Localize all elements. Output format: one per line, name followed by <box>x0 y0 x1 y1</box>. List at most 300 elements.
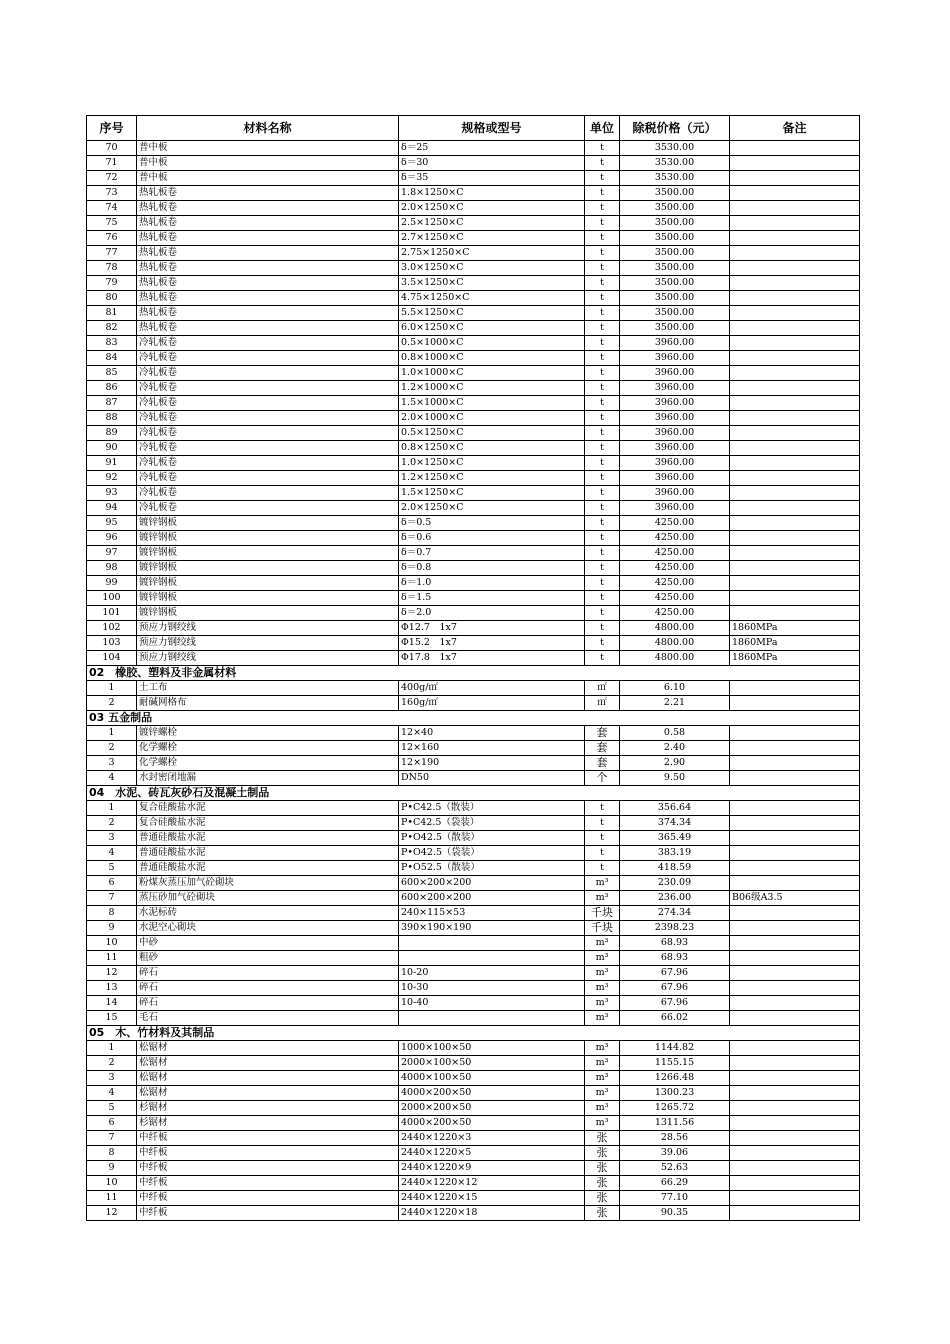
cell-price: 3500.00 <box>620 276 730 291</box>
cell-spec-model: 3.0×1250×C <box>399 261 585 276</box>
cell-row-number: 11 <box>87 951 137 966</box>
cell-material-name: 水封密闭地漏 <box>137 771 399 786</box>
cell-spec-model: 10-20 <box>399 966 585 981</box>
cell-row-number: 2 <box>87 816 137 831</box>
cell-row-number: 13 <box>87 981 137 996</box>
cell-spec-model: 1.2×1000×C <box>399 381 585 396</box>
cell-row-number: 9 <box>87 1161 137 1176</box>
cell-price: 3960.00 <box>620 351 730 366</box>
cell-price: 3960.00 <box>620 396 730 411</box>
cell-note <box>730 906 860 921</box>
cell-unit: m³ <box>585 951 620 966</box>
cell-spec-model <box>399 951 585 966</box>
cell-price: 66.02 <box>620 1011 730 1026</box>
cell-material-name: 中砂 <box>137 936 399 951</box>
cell-note <box>730 771 860 786</box>
section-title: 05 木、竹材料及其制品 <box>87 1026 860 1041</box>
cell-row-number: 15 <box>87 1011 137 1026</box>
cell-row-number: 80 <box>87 291 137 306</box>
cell-material-name: 中纤板 <box>137 1191 399 1206</box>
cell-material-name: 水泥空心砌块 <box>137 921 399 936</box>
cell-spec-model: DN50 <box>399 771 585 786</box>
cell-price: 4250.00 <box>620 591 730 606</box>
table-row <box>87 741 860 756</box>
cell-spec-model: 12×40 <box>399 726 585 741</box>
cell-note <box>730 876 860 891</box>
cell-row-number: 89 <box>87 426 137 441</box>
cell-row-number: 91 <box>87 456 137 471</box>
table-row <box>87 1086 860 1101</box>
cell-spec-model: 600×200×200 <box>399 891 585 906</box>
cell-spec-model: 600×200×200 <box>399 876 585 891</box>
cell-price: 274.34 <box>620 906 730 921</box>
cell-material-name: 冷轧板卷 <box>137 471 399 486</box>
cell-row-number: 75 <box>87 216 137 231</box>
cell-price: 4250.00 <box>620 546 730 561</box>
cell-material-name: 热轧板卷 <box>137 291 399 306</box>
cell-note: 1860MPa <box>730 651 860 666</box>
cell-note <box>730 576 860 591</box>
cell-spec-model <box>399 1011 585 1026</box>
cell-price: 383.19 <box>620 846 730 861</box>
cell-spec-model: δ＝0.7 <box>399 546 585 561</box>
cell-row-number: 4 <box>87 771 137 786</box>
cell-unit: 张 <box>585 1131 620 1146</box>
cell-unit: t <box>585 636 620 651</box>
cell-unit: t <box>585 276 620 291</box>
cell-material-name: 中纤板 <box>137 1161 399 1176</box>
cell-unit: t <box>585 441 620 456</box>
cell-price: 3530.00 <box>620 171 730 186</box>
cell-spec-model: 2440×1220×5 <box>399 1146 585 1161</box>
cell-price: 1144.82 <box>620 1041 730 1056</box>
cell-spec-model: P•O42.5（散装） <box>399 831 585 846</box>
cell-spec-model: 1.0×1000×C <box>399 366 585 381</box>
cell-note <box>730 1011 860 1026</box>
cell-spec-model: Φ12.7 1x7 <box>399 621 585 636</box>
cell-row-number: 1 <box>87 681 137 696</box>
cell-spec-model: 0.5×1000×C <box>399 336 585 351</box>
cell-material-name: 化学螺栓 <box>137 741 399 756</box>
cell-note: B06级A3.5 <box>730 891 860 906</box>
cell-material-name: 碎石 <box>137 981 399 996</box>
cell-spec-model: 2.0×1000×C <box>399 411 585 426</box>
table-row <box>87 606 860 621</box>
cell-note <box>730 1056 860 1071</box>
cell-material-name: 杉锯材 <box>137 1116 399 1131</box>
cell-unit: m³ <box>585 1056 620 1071</box>
cell-price: 4800.00 <box>620 651 730 666</box>
cell-material-name: 松锯材 <box>137 1086 399 1101</box>
cell-note <box>730 606 860 621</box>
cell-spec-model: δ＝0.5 <box>399 516 585 531</box>
cell-price: 67.96 <box>620 966 730 981</box>
cell-note <box>730 546 860 561</box>
cell-spec-model: 2440×1220×9 <box>399 1161 585 1176</box>
table-row <box>87 531 860 546</box>
cell-unit: m³ <box>585 966 620 981</box>
cell-row-number: 14 <box>87 996 137 1011</box>
cell-row-number: 79 <box>87 276 137 291</box>
cell-spec-model: 10-40 <box>399 996 585 1011</box>
table-row <box>87 426 860 441</box>
cell-price: 3960.00 <box>620 411 730 426</box>
table-body <box>87 141 860 1221</box>
cell-price: 1265.72 <box>620 1101 730 1116</box>
cell-price: 3500.00 <box>620 216 730 231</box>
cell-material-name: 镀锌钢板 <box>137 606 399 621</box>
cell-spec-model: 1.0×1250×C <box>399 456 585 471</box>
cell-material-name: 热轧板卷 <box>137 276 399 291</box>
cell-unit: t <box>585 231 620 246</box>
table-row <box>87 501 860 516</box>
cell-material-name: 普通硅酸盐水泥 <box>137 846 399 861</box>
cell-unit: m³ <box>585 1011 620 1026</box>
table-row <box>87 351 860 366</box>
cell-unit: 张 <box>585 1161 620 1176</box>
cell-unit: 套 <box>585 726 620 741</box>
section-row <box>87 1026 860 1041</box>
cell-unit: t <box>585 336 620 351</box>
cell-row-number: 77 <box>87 246 137 261</box>
cell-spec-model: 3.5×1250×C <box>399 276 585 291</box>
cell-material-name: 松锯材 <box>137 1041 399 1056</box>
cell-price: 3960.00 <box>620 366 730 381</box>
section-row <box>87 666 860 681</box>
cell-unit: t <box>585 651 620 666</box>
cell-spec-model: 0.5×1250×C <box>399 426 585 441</box>
cell-price: 9.50 <box>620 771 730 786</box>
cell-material-name: 冷轧板卷 <box>137 366 399 381</box>
cell-spec-model: 390×190×190 <box>399 921 585 936</box>
cell-note <box>730 996 860 1011</box>
cell-material-name: 热轧板卷 <box>137 246 399 261</box>
cell-unit: t <box>585 351 620 366</box>
header-spec: 规格或型号 <box>399 116 585 141</box>
cell-material-name: 杉锯材 <box>137 1101 399 1116</box>
table-row <box>87 771 860 786</box>
header-name: 材料名称 <box>137 116 399 141</box>
table-row <box>87 681 860 696</box>
cell-material-name: 普中板 <box>137 171 399 186</box>
cell-spec-model: 10-30 <box>399 981 585 996</box>
cell-price: 3500.00 <box>620 231 730 246</box>
cell-spec-model: 2.7×1250×C <box>399 231 585 246</box>
cell-unit: 千块 <box>585 906 620 921</box>
cell-unit: m³ <box>585 981 620 996</box>
cell-note <box>730 1101 860 1116</box>
cell-note <box>730 756 860 771</box>
cell-price: 3500.00 <box>620 321 730 336</box>
cell-unit: t <box>585 216 620 231</box>
cell-row-number: 5 <box>87 861 137 876</box>
table-row <box>87 546 860 561</box>
table-row <box>87 321 860 336</box>
cell-note <box>730 831 860 846</box>
cell-note <box>730 516 860 531</box>
cell-unit: t <box>585 516 620 531</box>
table-row <box>87 396 860 411</box>
cell-price: 52.63 <box>620 1161 730 1176</box>
cell-price: 6.10 <box>620 681 730 696</box>
table-row <box>87 906 860 921</box>
cell-note <box>730 1176 860 1191</box>
cell-material-name: 镀锌钢板 <box>137 561 399 576</box>
cell-note <box>730 561 860 576</box>
table-row <box>87 516 860 531</box>
cell-price: 365.49 <box>620 831 730 846</box>
cell-unit: t <box>585 816 620 831</box>
cell-material-name: 普通硅酸盐水泥 <box>137 831 399 846</box>
cell-unit: m³ <box>585 1116 620 1131</box>
cell-unit: 张 <box>585 1191 620 1206</box>
cell-spec-model: 2000×200×50 <box>399 1101 585 1116</box>
cell-row-number: 102 <box>87 621 137 636</box>
table-row <box>87 381 860 396</box>
cell-unit: t <box>585 396 620 411</box>
cell-price: 67.96 <box>620 981 730 996</box>
cell-unit: t <box>585 606 620 621</box>
cell-note <box>730 396 860 411</box>
table-row <box>87 831 860 846</box>
cell-note <box>730 456 860 471</box>
cell-note <box>730 936 860 951</box>
cell-note <box>730 426 860 441</box>
cell-row-number: 86 <box>87 381 137 396</box>
cell-row-number: 10 <box>87 1176 137 1191</box>
cell-material-name: 化学螺栓 <box>137 756 399 771</box>
cell-note: 1860MPa <box>730 636 860 651</box>
table-row <box>87 486 860 501</box>
cell-note <box>730 246 860 261</box>
cell-row-number: 1 <box>87 801 137 816</box>
cell-unit: t <box>585 621 620 636</box>
table-row <box>87 1206 860 1221</box>
cell-material-name: 粗砂 <box>137 951 399 966</box>
cell-row-number: 88 <box>87 411 137 426</box>
cell-material-name: 镀锌钢板 <box>137 576 399 591</box>
cell-note <box>730 921 860 936</box>
section-row <box>87 786 860 801</box>
cell-note <box>730 1146 860 1161</box>
cell-note <box>730 966 860 981</box>
cell-spec-model: 2440×1220×12 <box>399 1176 585 1191</box>
cell-price: 236.00 <box>620 891 730 906</box>
cell-material-name: 镀锌钢板 <box>137 531 399 546</box>
cell-material-name: 镀锌钢板 <box>137 546 399 561</box>
cell-row-number: 97 <box>87 546 137 561</box>
table-row <box>87 186 860 201</box>
table-row <box>87 966 860 981</box>
cell-spec-model: δ＝30 <box>399 156 585 171</box>
cell-material-name: 镀锌螺栓 <box>137 726 399 741</box>
cell-price: 4250.00 <box>620 516 730 531</box>
cell-spec-model: 2440×1220×18 <box>399 1206 585 1221</box>
cell-unit: t <box>585 411 620 426</box>
cell-spec-model: 4.75×1250×C <box>399 291 585 306</box>
cell-material-name: 普中板 <box>137 156 399 171</box>
table-row <box>87 1041 860 1056</box>
cell-spec-model: 2440×1220×15 <box>399 1191 585 1206</box>
cell-price: 4800.00 <box>620 621 730 636</box>
table-row <box>87 291 860 306</box>
cell-unit: ㎡ <box>585 696 620 711</box>
cell-row-number: 8 <box>87 1146 137 1161</box>
cell-row-number: 10 <box>87 936 137 951</box>
cell-material-name: 镀锌钢板 <box>137 591 399 606</box>
cell-unit: t <box>585 576 620 591</box>
table-row <box>87 921 860 936</box>
cell-spec-model: 4000×100×50 <box>399 1071 585 1086</box>
cell-price: 4250.00 <box>620 606 730 621</box>
cell-unit: t <box>585 156 620 171</box>
table-row <box>87 411 860 426</box>
cell-price: 4250.00 <box>620 531 730 546</box>
section-title: 02 橡胶、塑料及非金属材料 <box>87 666 860 681</box>
cell-note <box>730 336 860 351</box>
cell-unit: m³ <box>585 936 620 951</box>
cell-spec-model: δ＝1.0 <box>399 576 585 591</box>
cell-spec-model: P•O52.5（散装） <box>399 861 585 876</box>
cell-price: 4250.00 <box>620 576 730 591</box>
cell-unit: t <box>585 186 620 201</box>
cell-spec-model: δ＝0.8 <box>399 561 585 576</box>
table-row <box>87 216 860 231</box>
table-row <box>87 936 860 951</box>
table-row <box>87 1176 860 1191</box>
cell-price: 4250.00 <box>620 561 730 576</box>
cell-material-name: 普通硅酸盐水泥 <box>137 861 399 876</box>
cell-spec-model: 2.0×1250×C <box>399 201 585 216</box>
cell-row-number: 92 <box>87 471 137 486</box>
cell-spec-model: 1.5×1250×C <box>399 486 585 501</box>
cell-unit: m³ <box>585 1041 620 1056</box>
cell-note <box>730 951 860 966</box>
cell-spec-model: 6.0×1250×C <box>399 321 585 336</box>
cell-unit: ㎡ <box>585 681 620 696</box>
cell-price: 39.06 <box>620 1146 730 1161</box>
cell-price: 230.09 <box>620 876 730 891</box>
cell-material-name: 热轧板卷 <box>137 231 399 246</box>
table-row <box>87 306 860 321</box>
table-row <box>87 1056 860 1071</box>
cell-note <box>730 1086 860 1101</box>
cell-unit: 张 <box>585 1146 620 1161</box>
cell-spec-model: 4000×200×50 <box>399 1086 585 1101</box>
table-row <box>87 816 860 831</box>
cell-price: 3500.00 <box>620 306 730 321</box>
cell-note <box>730 981 860 996</box>
cell-spec-model: 4000×200×50 <box>399 1116 585 1131</box>
cell-row-number: 81 <box>87 306 137 321</box>
table-row <box>87 951 860 966</box>
cell-material-name: 冷轧板卷 <box>137 426 399 441</box>
cell-row-number: 72 <box>87 171 137 186</box>
cell-price: 2.40 <box>620 741 730 756</box>
cell-unit: t <box>585 861 620 876</box>
cell-material-name: 冷轧板卷 <box>137 351 399 366</box>
cell-material-name: 中纤板 <box>137 1206 399 1221</box>
cell-price: 3500.00 <box>620 246 730 261</box>
cell-price: 0.58 <box>620 726 730 741</box>
cell-material-name: 热轧板卷 <box>137 216 399 231</box>
cell-unit: m³ <box>585 1086 620 1101</box>
table-row <box>87 261 860 276</box>
cell-spec-model: δ＝25 <box>399 141 585 156</box>
cell-note <box>730 216 860 231</box>
table-row <box>87 561 860 576</box>
cell-price: 4800.00 <box>620 636 730 651</box>
cell-spec-model: 240×115×53 <box>399 906 585 921</box>
cell-unit: t <box>585 366 620 381</box>
table-row <box>87 141 860 156</box>
cell-price: 67.96 <box>620 996 730 1011</box>
cell-unit: t <box>585 261 620 276</box>
cell-row-number: 98 <box>87 561 137 576</box>
cell-note <box>730 276 860 291</box>
table-row <box>87 366 860 381</box>
cell-note <box>730 501 860 516</box>
cell-unit: t <box>585 486 620 501</box>
table-row <box>87 696 860 711</box>
cell-unit: t <box>585 501 620 516</box>
cell-row-number: 8 <box>87 906 137 921</box>
cell-note <box>730 801 860 816</box>
cell-unit: 千块 <box>585 921 620 936</box>
cell-price: 68.93 <box>620 936 730 951</box>
cell-price: 68.93 <box>620 951 730 966</box>
cell-price: 2.21 <box>620 696 730 711</box>
cell-note <box>730 231 860 246</box>
cell-spec-model: 2.0×1250×C <box>399 501 585 516</box>
cell-unit: m³ <box>585 1101 620 1116</box>
cell-material-name: 土工布 <box>137 681 399 696</box>
cell-material-name: 冷轧板卷 <box>137 441 399 456</box>
cell-unit: 套 <box>585 741 620 756</box>
cell-spec-model: P•C42.5（袋装） <box>399 816 585 831</box>
cell-material-name: 热轧板卷 <box>137 186 399 201</box>
cell-note <box>730 156 860 171</box>
table-row <box>87 981 860 996</box>
cell-row-number: 103 <box>87 636 137 651</box>
cell-note <box>730 321 860 336</box>
table-row <box>87 891 860 906</box>
cell-note <box>730 816 860 831</box>
cell-row-number: 85 <box>87 366 137 381</box>
cell-material-name: 冷轧板卷 <box>137 501 399 516</box>
cell-row-number: 70 <box>87 141 137 156</box>
cell-price: 356.64 <box>620 801 730 816</box>
table-row <box>87 471 860 486</box>
cell-unit: t <box>585 471 620 486</box>
cell-row-number: 95 <box>87 516 137 531</box>
cell-material-name: 中纤板 <box>137 1146 399 1161</box>
cell-note <box>730 306 860 321</box>
header-unit: 单位 <box>585 116 620 141</box>
cell-unit: m³ <box>585 1071 620 1086</box>
cell-price: 3960.00 <box>620 426 730 441</box>
cell-row-number: 74 <box>87 201 137 216</box>
cell-material-name: 冷轧板卷 <box>137 486 399 501</box>
cell-row-number: 83 <box>87 336 137 351</box>
cell-note <box>730 411 860 426</box>
table-row <box>87 651 860 666</box>
cell-note <box>730 681 860 696</box>
cell-spec-model: 2000×100×50 <box>399 1056 585 1071</box>
cell-row-number: 2 <box>87 1056 137 1071</box>
cell-price: 1155.15 <box>620 1056 730 1071</box>
cell-material-name: 中纤板 <box>137 1131 399 1146</box>
